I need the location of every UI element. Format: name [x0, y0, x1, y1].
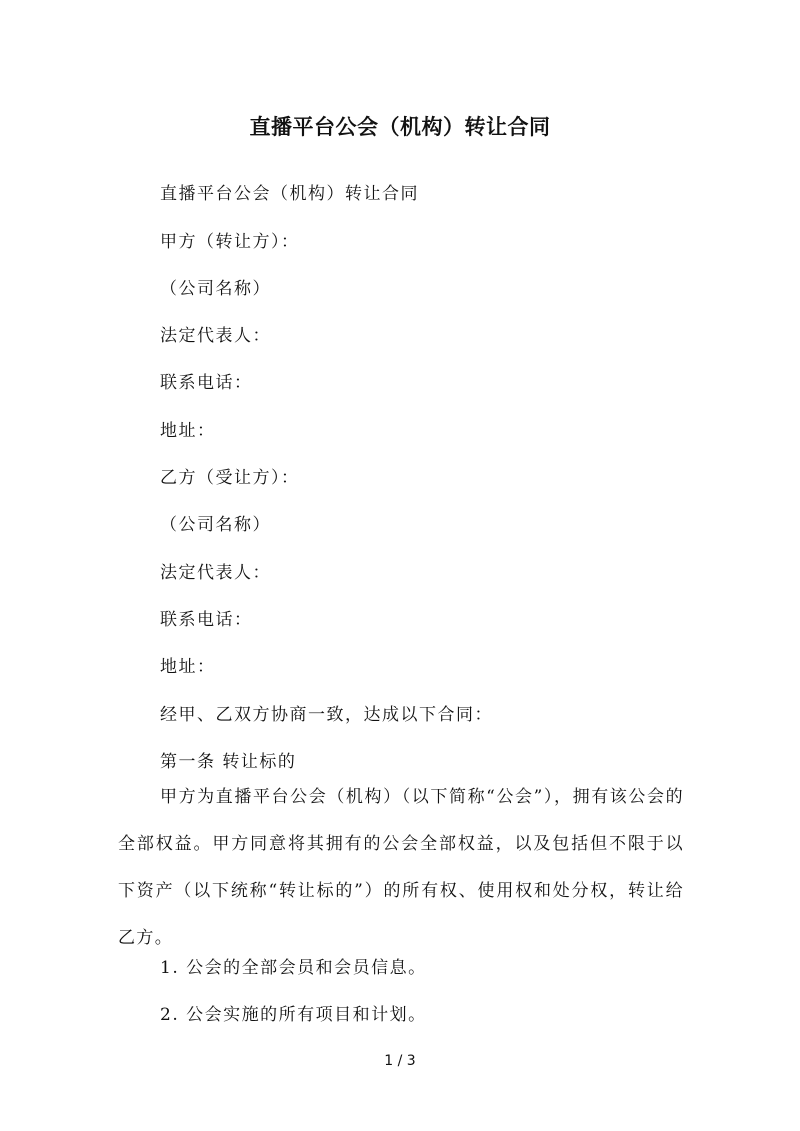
party-a-address: 地址：	[160, 421, 216, 441]
party-a-legal-rep: 法定代表人：	[160, 326, 271, 346]
party-a-company-name: （公司名称）	[160, 279, 271, 299]
contract-heading-line: 直播平台公会（机构）转让合同	[160, 184, 419, 204]
list-item: 2. 公会实施的所有项目和计划。	[160, 1005, 427, 1025]
party-b-label: 乙方（受让方）：	[160, 468, 300, 488]
list-item: 1. 公会的全部会员和会员信息。	[160, 958, 427, 978]
agreement-statement: 经甲、乙双方协商一致，达成以下合同：	[160, 705, 493, 725]
party-a-label: 甲方（转让方）：	[160, 232, 300, 252]
party-b-phone: 联系电话：	[160, 610, 253, 630]
article-one-paragraph: 甲方为直播平台公会（机构）（以下简称“公会”），拥有该公会的全部权益。甲方同意将其拥有的公会全部权益，以及包括但不限于以下资产（以下统称“转让标的”）的所有权、使用权和处分权，转让给乙方。	[118, 787, 684, 948]
party-b-legal-rep: 法定代表人：	[160, 563, 271, 583]
page-number: 1 / 3	[384, 1053, 416, 1069]
party-b-address: 地址：	[160, 657, 216, 677]
party-b-company-name: （公司名称）	[160, 515, 271, 535]
document-title: 直播平台公会（机构）转让合同	[249, 115, 551, 139]
party-a-phone: 联系电话：	[160, 373, 253, 393]
article-one-heading: 第一条 转让标的	[160, 752, 297, 772]
